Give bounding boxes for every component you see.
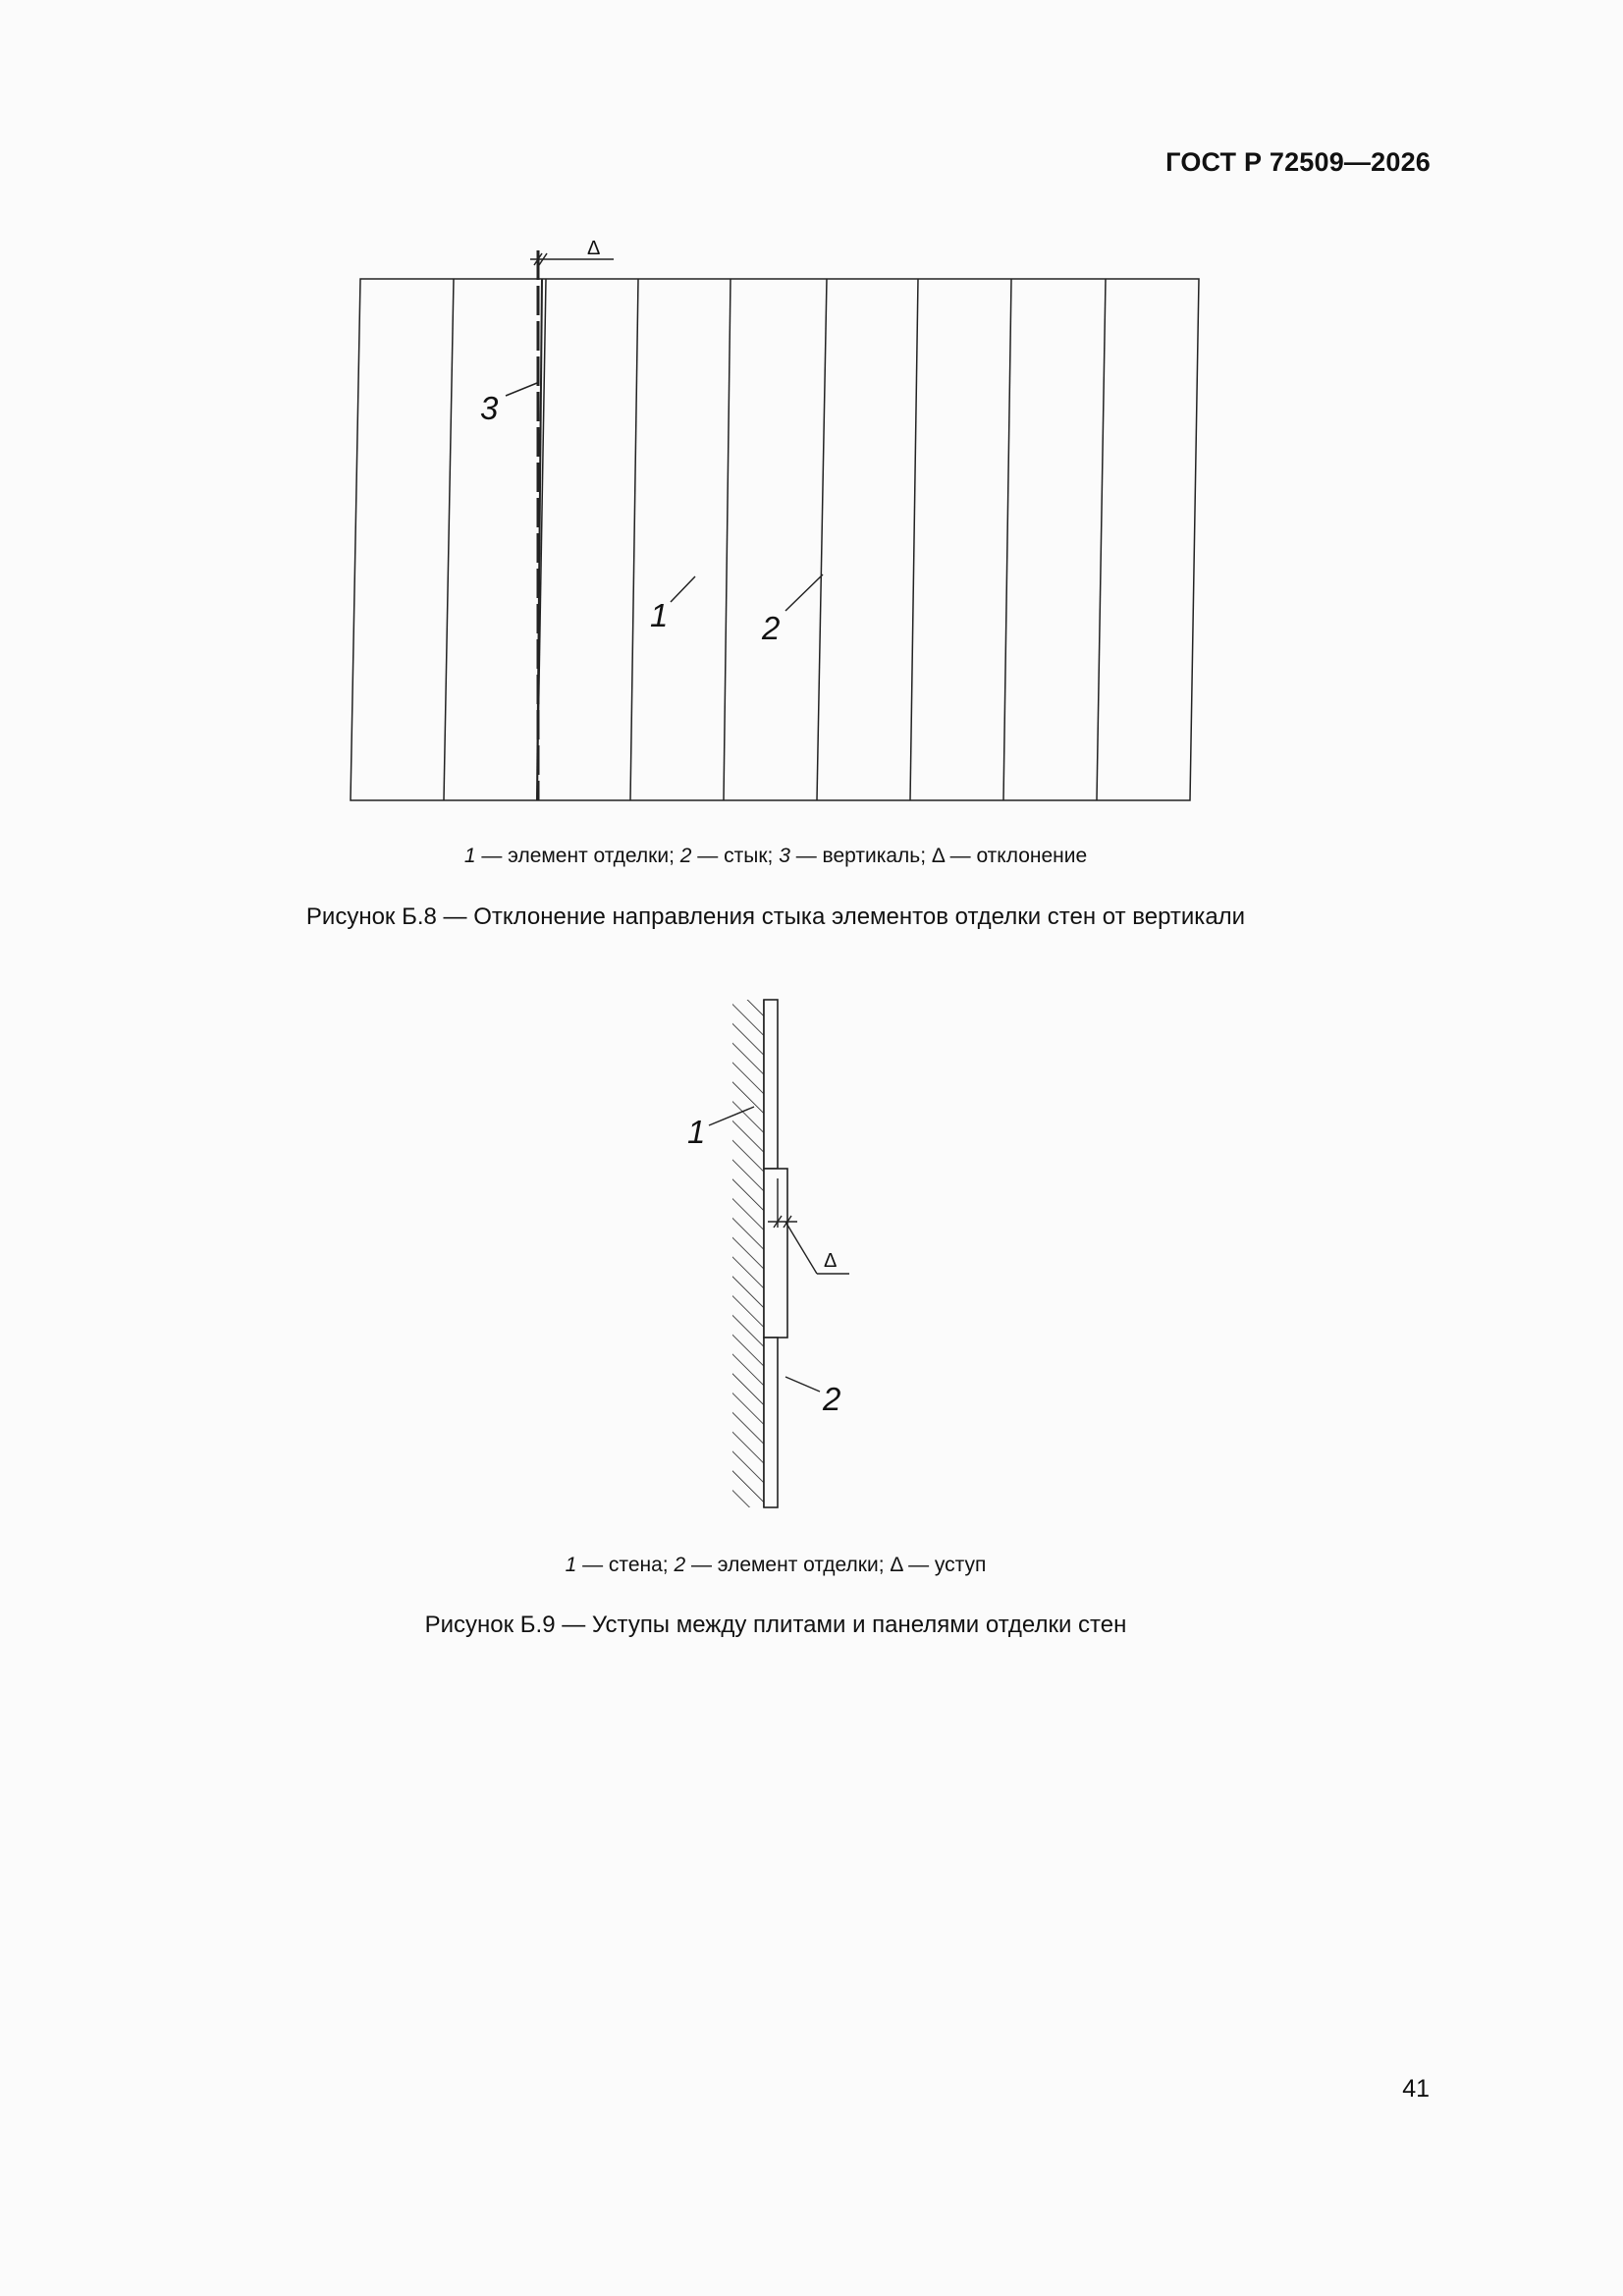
finish-element-protruding <box>764 1169 787 1338</box>
standard-number: ГОСТ Р 72509—2026 <box>1165 147 1431 177</box>
figure-b8-legend: 1 — элемент отделки; 2 — стык; 3 — вертикаль; Δ — отклонение <box>463 845 1088 867</box>
callout-1: 1 <box>687 1114 706 1150</box>
finish-element-upper <box>764 1000 778 1169</box>
delta-label: Δ <box>824 1250 838 1272</box>
figure-b9-legend: 1 — стена; 2 — элемент отделки; Δ — уступ <box>565 1554 987 1576</box>
wall-hatching <box>732 1000 764 1507</box>
delta-label: Δ <box>587 238 601 259</box>
figure-b9-caption: Рисунок Б.9 — Уступы между плитами и панелями отделки стен <box>424 1612 1127 1638</box>
leader-line <box>785 1377 820 1392</box>
callout-1: 1 <box>650 597 669 633</box>
finish-element-lower <box>764 1338 778 1507</box>
callout-2: 2 <box>823 1381 841 1417</box>
leader-line <box>785 1222 817 1274</box>
page-number: 41 <box>1402 2075 1430 2103</box>
figure-b8-caption: Рисунок Б.8 — Отклонение направления стыка элементов отделки стен от вертикали <box>305 903 1246 930</box>
callout-2: 2 <box>762 610 781 646</box>
callout-3: 3 <box>480 390 499 426</box>
